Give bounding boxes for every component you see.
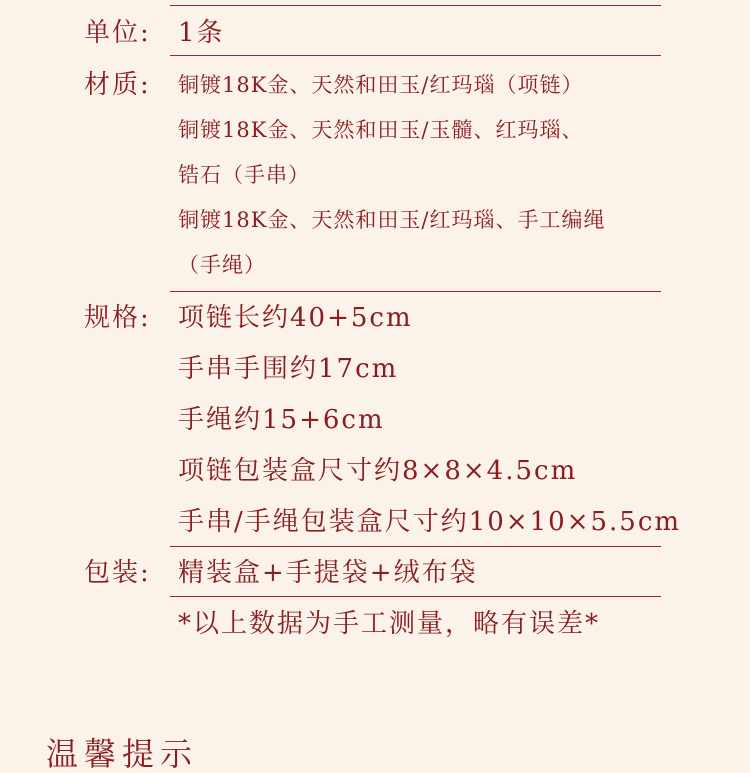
unit-value: 1条 — [178, 18, 225, 48]
packaging-label: 包装: — [84, 558, 151, 588]
divider-unit — [170, 55, 661, 56]
divider-top — [170, 5, 661, 6]
spec-line-1: 项链长约40+5cm — [178, 303, 413, 333]
divider-packaging — [170, 596, 661, 597]
divider-spec — [170, 546, 661, 547]
material-label: 材质: — [84, 70, 151, 100]
spec-label: 规格: — [84, 303, 151, 333]
packaging-value: 精装盒+手提袋+绒布袋 — [178, 558, 478, 588]
footer-heading: 温馨提示 — [46, 735, 199, 773]
material-line-4: 铜镀18K金、天然和田玉/红玛瑙、手工编绳 — [178, 208, 606, 232]
measurement-note: *以上数据为手工测量，略有误差* — [178, 609, 601, 639]
unit-label: 单位: — [84, 18, 151, 48]
spec-line-3: 手绳约15+6cm — [178, 405, 385, 435]
spec-line-4: 项链包装盒尺寸约8×8×4.5cm — [178, 456, 578, 486]
material-line-2: 铜镀18K金、天然和田玉/玉髓、红玛瑙、 — [178, 118, 584, 142]
spec-line-2: 手串手围约17cm — [178, 354, 399, 384]
divider-material — [170, 291, 661, 292]
material-line-5: （手绳） — [178, 253, 266, 277]
material-line-1: 铜镀18K金、天然和田玉/红玛瑙（项链） — [178, 73, 584, 97]
material-line-3: 锆石（手串） — [178, 163, 310, 187]
spec-line-5: 手串/手绳包装盒尺寸约10×10×5.5cm — [178, 507, 682, 537]
